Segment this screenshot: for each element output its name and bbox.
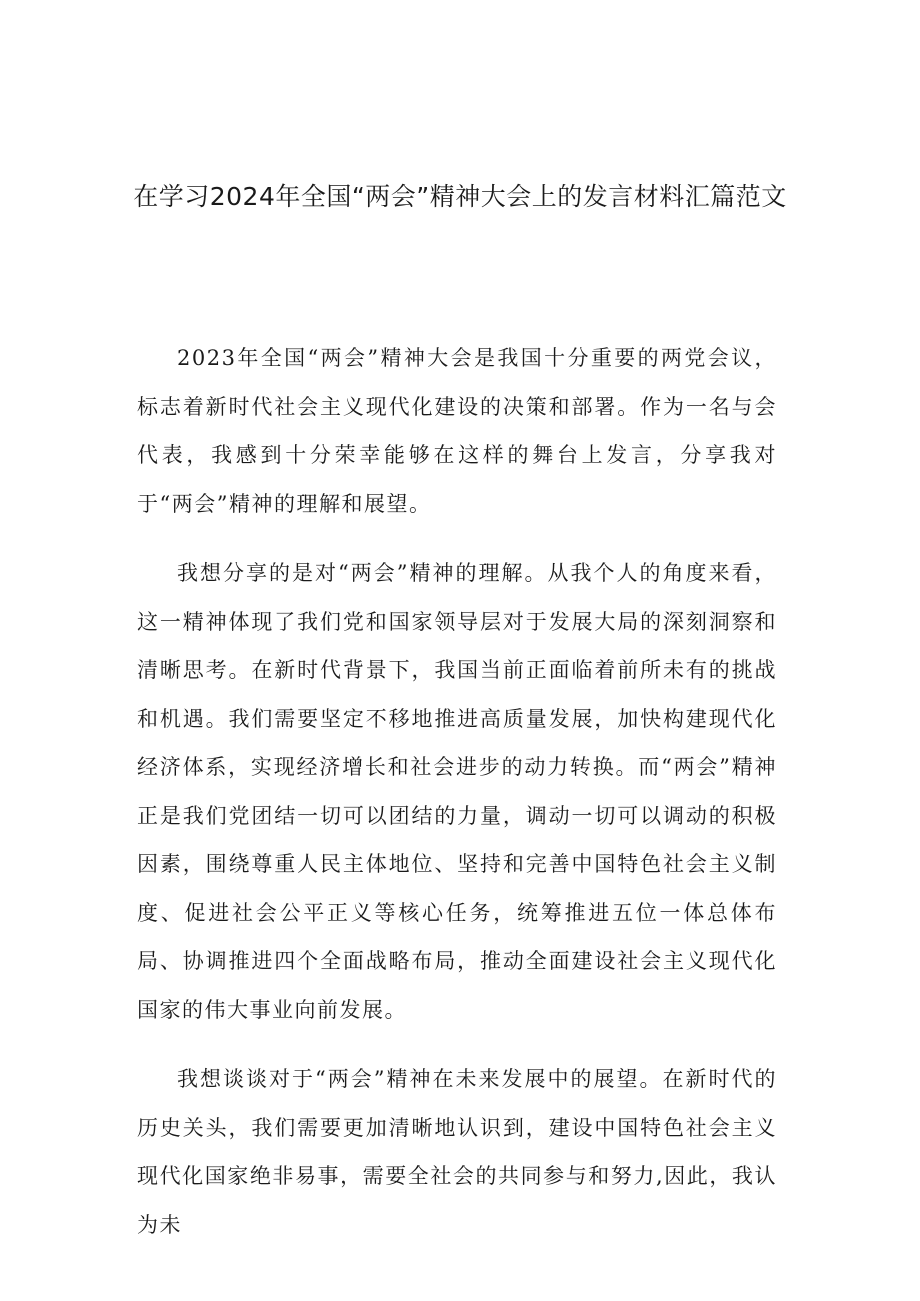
- paragraph-2: 我想分享的是对“两会”精神的理解。从我个人的角度来看，这一精神体现了我们党和国家领导层对于发展大局的深刻洞察和清晰思考。在新时代背景下，我国当前正面临着前所未有的挑战和机遇。我们需要坚定不移地推进高质量发展，加快构建现代化经济体系，实现经济增长和社会进步的动力转换。而“两会”精神正是我们党团结一切可以团结的力量，调动一切可以调动的积极因素，围绕尊重人民主体地位、坚持和完善中国特色社会主义制度、促进社会公平正义等核心任务，统筹推进五位一体总体布局、协调推进四个全面战略布局，推动全面建设社会主义现代化国家的伟大事业向前发展。: [137, 561, 777, 1022]
- paragraph-3: 我想谈谈对于“两会”精神在未来发展中的展望。在新时代的历史关头，我们需要更加清晰地认识到，建设中国特色社会主义现代化国家绝非易事，需要全社会的共同参与和努力,因此，我认为未: [137, 1067, 777, 1237]
- document-title: 在学习2024年全国“两会”精神大会上的发言材料汇篇范文: [133, 182, 787, 211]
- paragraph-1: 2023年全国“两会”精神大会是我国十分重要的两党会议，标志着新时代社会主义现代化建设的决策和部署。作为一名与会代表，我感到十分荣幸能够在这样的舞台上发言，分享我对于“两会”精神的理解和展望。: [137, 346, 777, 516]
- document-body: [137, 334, 777, 1270]
